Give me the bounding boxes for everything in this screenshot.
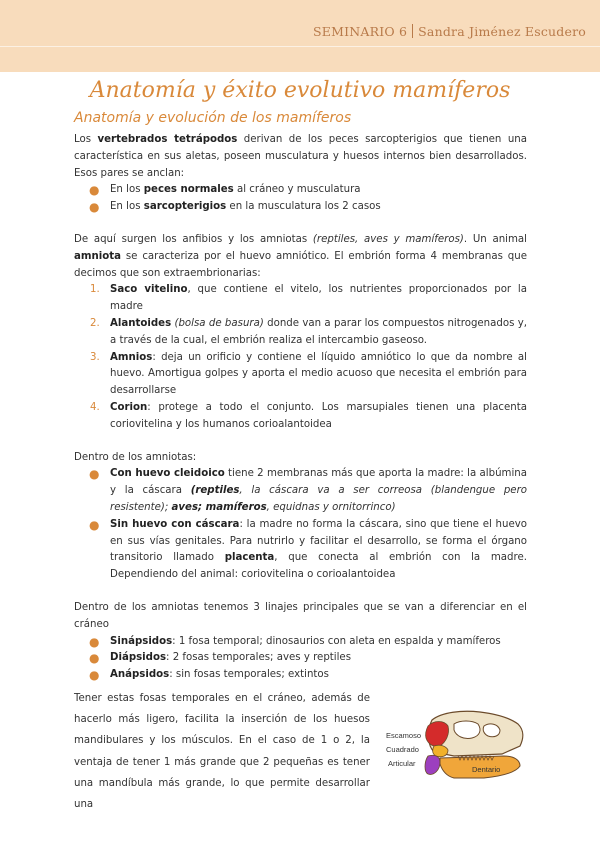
document-body: [74, 132, 527, 684]
italic-text: (bolsa de basura): [174, 317, 264, 329]
spacer: [74, 216, 527, 232]
italic-text: , equidnas y ornitorrinco): [266, 501, 396, 513]
text: De aquí surgen los anfibios y los amniotas: [74, 233, 313, 245]
text: Los: [74, 134, 98, 145]
list-item: [74, 466, 527, 516]
bold-term: vertebrados tetrápodos: [97, 134, 238, 145]
running-header: [313, 24, 586, 39]
label-escamoso: Escamoso: [386, 731, 422, 740]
skull-figure: [384, 706, 528, 788]
label-dentario: Dentario: [472, 765, 501, 774]
list-number: 4.: [90, 401, 100, 413]
list-item: [74, 199, 527, 216]
label-cuadrado: Cuadrado: [386, 745, 419, 754]
section-subtitle: Anatomía y evolución de los mamíferos: [74, 110, 352, 126]
spacer: [74, 434, 527, 450]
list-huevo: [74, 466, 527, 584]
bold-term: Alantoides: [110, 317, 172, 329]
list-item: [74, 400, 527, 434]
list-item: [74, 350, 527, 400]
bullet-icon: ●: [89, 668, 100, 683]
paragraph-dentro-amniotas: Dentro de los amniotas:: [74, 451, 197, 463]
text: se caracteriza por el huevo amniótico. El embrión forma 4 membranas que decimos que son extraembrionarias:: [74, 250, 527, 279]
bold-term: Sin huevo con cáscara: [110, 518, 240, 530]
bold-term: Con huevo cleidoico: [110, 468, 225, 480]
bullet-icon: ●: [89, 651, 100, 666]
italic-text: , la cáscara va a ser correosa (blandengue pero resistente);: [110, 485, 527, 513]
bold-italic-text: aves; mamíferos: [171, 501, 267, 513]
text: : 2 fosas temporales; aves y reptiles: [166, 652, 352, 664]
list-linajes: [74, 634, 527, 684]
bold-term: peces normales: [143, 184, 234, 196]
text: derivan de los peces sarcopterigios que tienen una característica en sus aletas, poseen musculatura y huesos internos bien desarrollados. Esos pares se anclan:: [74, 134, 527, 179]
text: : 1 fosa temporal; dinosaurios con aleta en espalda y mamíferos: [172, 635, 501, 647]
paragraph-tetrapodos: [74, 132, 527, 182]
list-membranas: [74, 282, 527, 433]
list-number: 3.: [90, 351, 100, 363]
paragraph-amniotas: [74, 232, 527, 282]
text: al cráneo y musculatura: [233, 184, 361, 196]
quadrate-bone: [433, 745, 448, 757]
header-course: SEMINARIO 6: [313, 24, 408, 39]
list-anclaje: [74, 182, 527, 216]
list-item: [74, 282, 527, 316]
text: donde van a parar los compuestos nitrogenados y, a través de la cual, el embrión realiza el intercambio gaseoso.: [110, 317, 527, 346]
bold-term: sarcopterigios: [143, 201, 227, 213]
list-item: [74, 517, 527, 584]
bullet-icon: ●: [89, 183, 100, 198]
bold-term: Corion: [110, 401, 148, 413]
text: : protege a todo el conjunto. Los marsupiales tienen una placenta coriovitelina y los humanos corioalantoidea: [110, 401, 527, 430]
text: : la madre no forma la cáscara, sino que tiene el huevo en sus vías genitales. Para nutrirlo y facilitar el desarrollo, se forma el órgano transitorio llamado: [110, 518, 527, 564]
header-separator: [412, 24, 413, 38]
label-articular: Articular: [388, 759, 416, 768]
spacer: [74, 584, 527, 600]
list-number: 2.: [90, 317, 100, 329]
text: : sin fosas temporales; extintos: [169, 669, 329, 681]
header-divider: [0, 46, 600, 47]
bold-term: Anápsidos: [110, 669, 170, 681]
text: En los: [110, 201, 144, 213]
bullet-icon: ●: [89, 517, 100, 532]
bold-term: Saco vitelino: [110, 284, 188, 296]
bold-term: Diápsidos: [110, 652, 167, 664]
text: , que contiene el vitelo, los nutrientes proporcionados por la madre: [110, 284, 527, 313]
list-number: 1.: [90, 284, 100, 296]
articular-bone: [425, 755, 440, 774]
list-item: [74, 182, 527, 199]
page-title: Anatomía y éxito evolutivo mamíferos: [89, 78, 511, 103]
header-author: Sandra Jiménez Escudero: [418, 24, 586, 39]
list-item: [74, 634, 527, 651]
text: . Un animal: [463, 233, 528, 245]
bullet-icon: ●: [89, 634, 100, 649]
text: En los: [110, 184, 144, 196]
bold-term: amniota: [74, 250, 121, 262]
bold-italic-text: (reptiles: [190, 485, 240, 497]
list-item: [74, 650, 527, 667]
skull-orbit: [483, 724, 500, 737]
bold-term: Sinápsidos: [110, 635, 173, 647]
text: en la musculatura los 2 casos: [226, 201, 381, 213]
text: , que conecta al embrión con la madre. Dependiendo del animal: coriovitelina o corioalantoidea: [110, 552, 527, 581]
text: : deja un orificio y contiene el líquido amniótico lo que da nombre al huevo. Amortigua golpes y aporta el medio acuoso que necesita el embrión para desarrollarse: [110, 351, 527, 397]
paragraph-linajes: Dentro de los amniotas tenemos 3 linajes principales que se van a diferenciar en el cráneo: [74, 601, 527, 630]
skull-fossa: [454, 721, 480, 739]
paragraph-fosas: Tener estas fosas temporales en el cráneo, además de hacerlo más ligero, facilita la inserción de los huesos mandibulares y los músculos. En el caso de 1 o 2, la ventaja de tener 1 más grande que 2 pequeñas es tener una mandíbula más grande, lo que permite desarrollar una: [74, 693, 370, 811]
text: tiene 2 membranas más que aporta la madre: la albúmina y la cáscara: [110, 468, 527, 497]
list-item: [74, 316, 527, 350]
bold-term: placenta: [224, 552, 275, 564]
skull-illustration: [384, 706, 528, 788]
list-item: [74, 667, 527, 684]
bold-term: Amnios: [110, 351, 153, 363]
italic-text: (reptiles, aves y mamíferos): [312, 233, 464, 245]
bullet-icon: ●: [89, 467, 100, 482]
bullet-icon: ●: [89, 200, 100, 215]
